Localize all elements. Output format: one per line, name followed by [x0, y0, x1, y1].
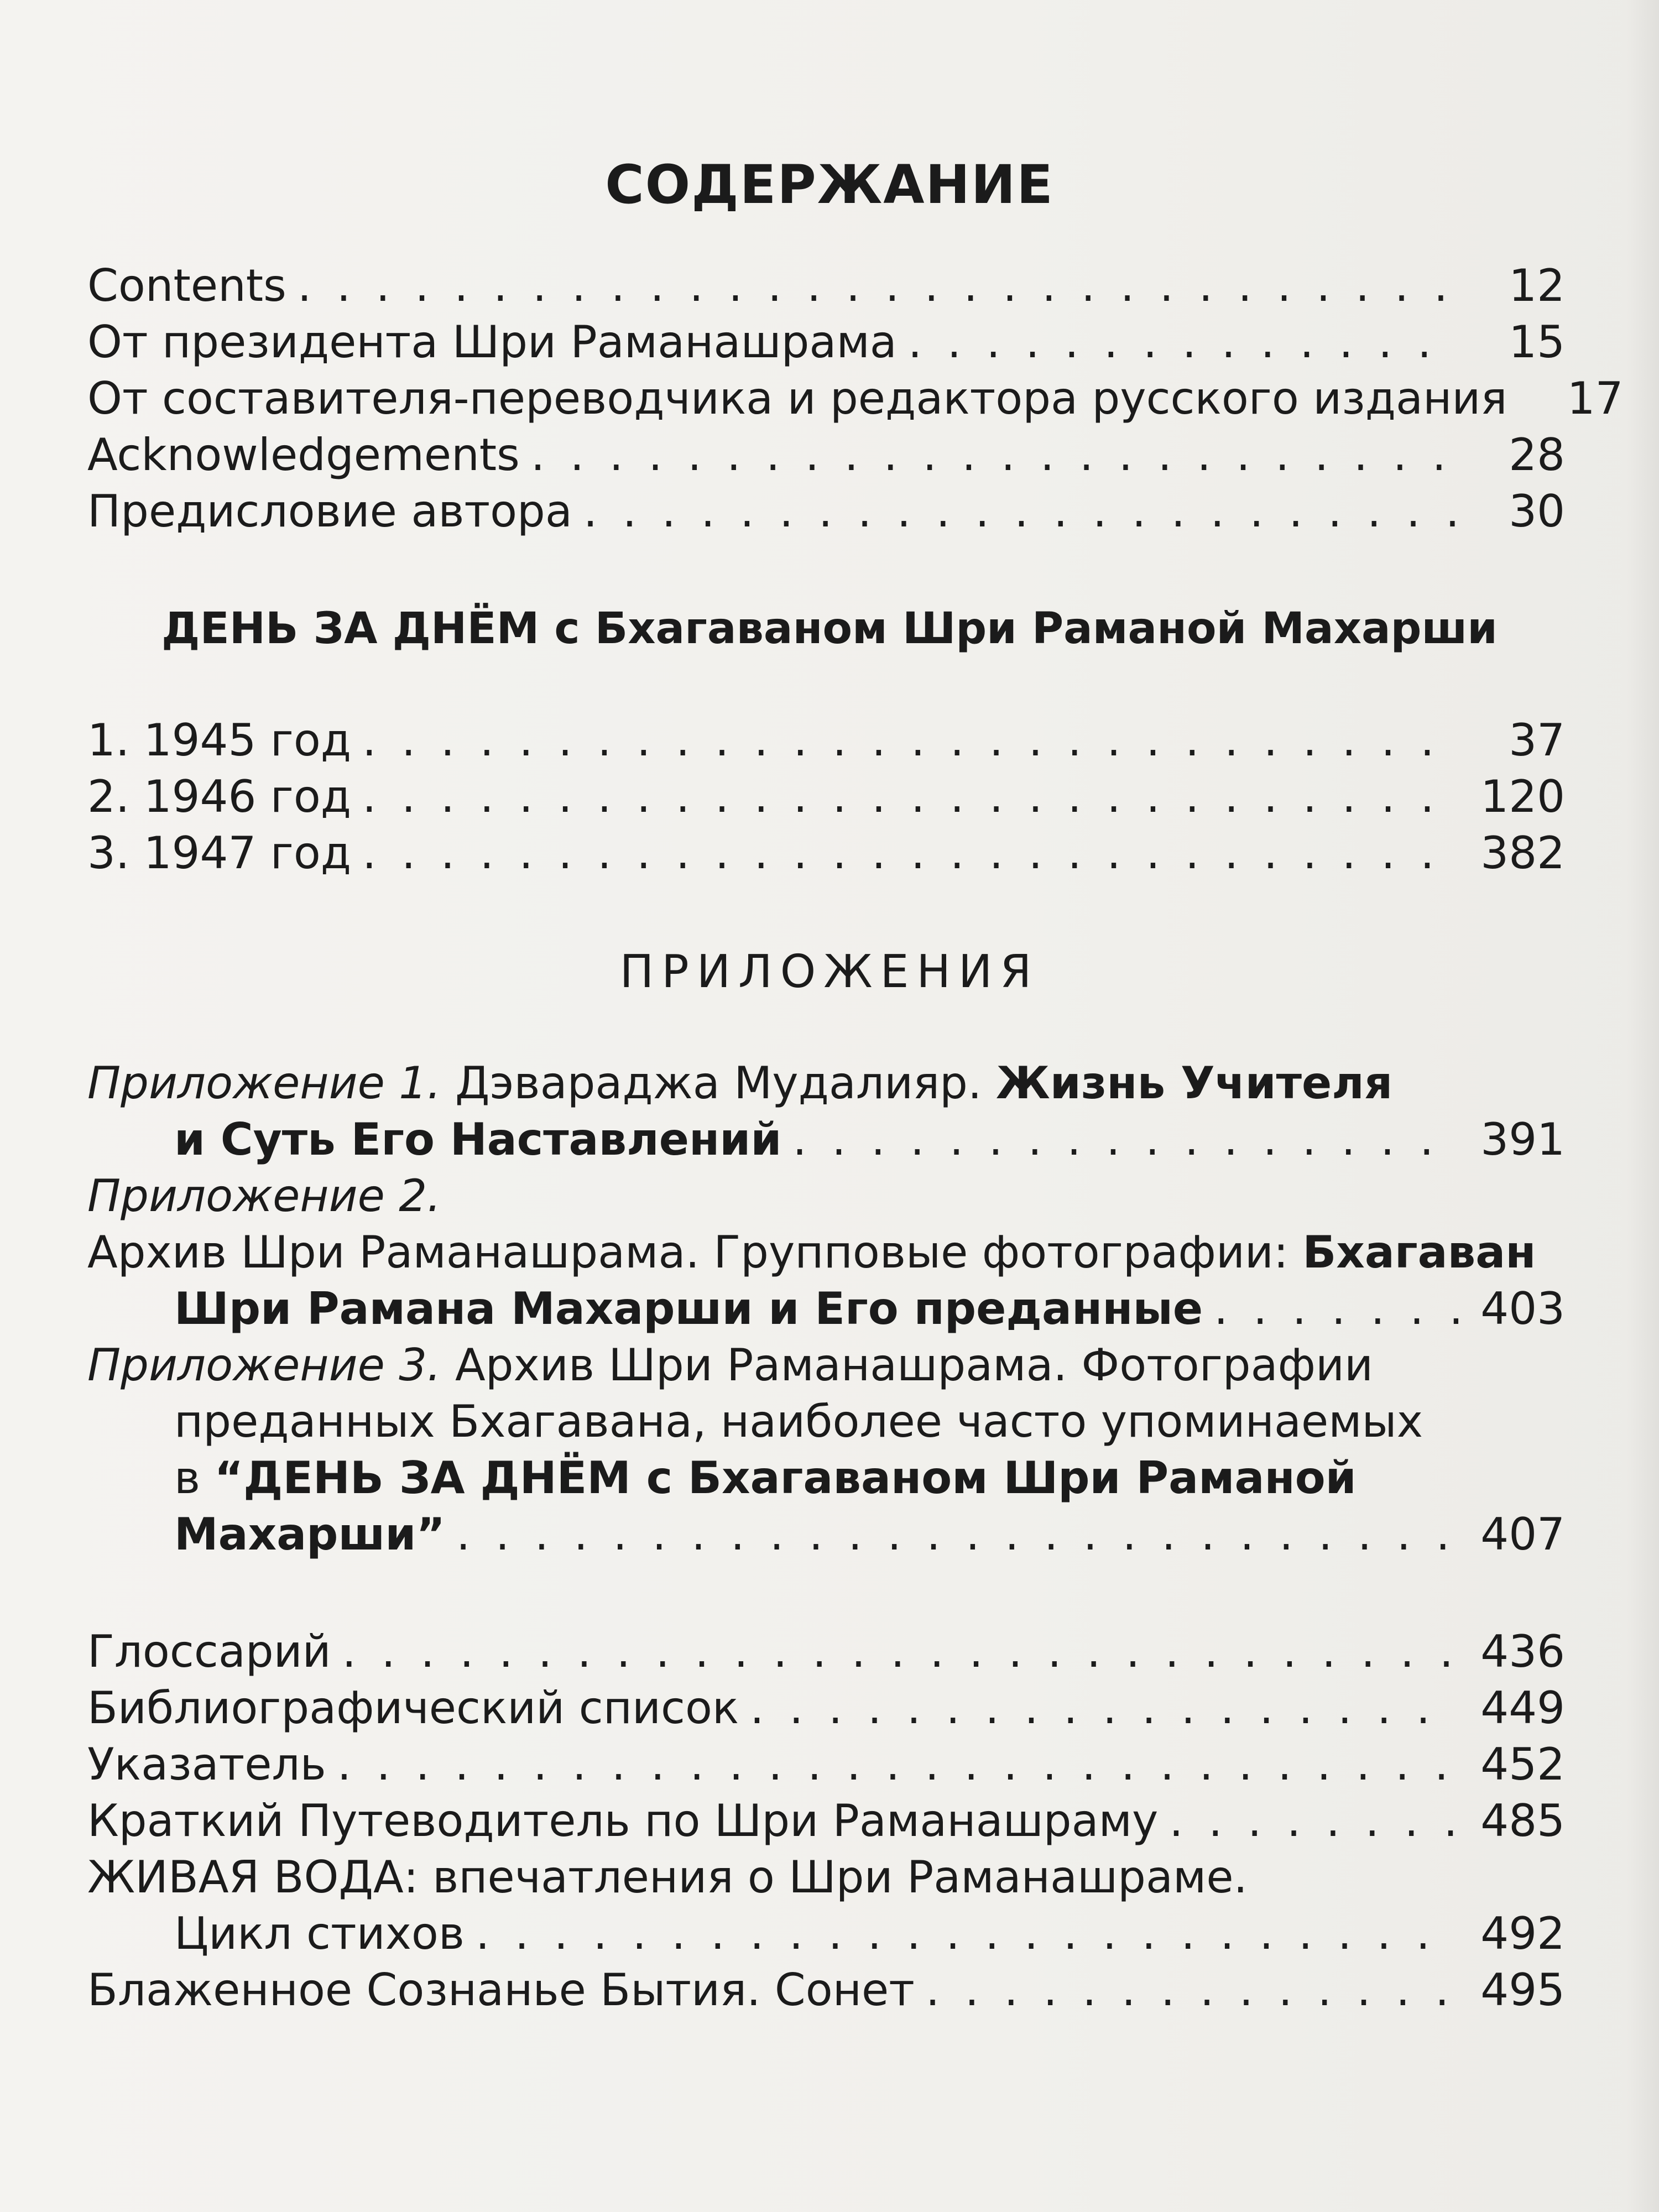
appendix-2-tag-line — [87, 1170, 441, 1222]
living-water-line-1[interactable]: ЖИВАЯ ВОДА: впечатления о Шри Раманашраме. — [87, 1851, 1248, 1903]
appendix-2-line-1[interactable] — [87, 1227, 1536, 1278]
page-number: 28 — [1509, 429, 1565, 481]
dot-leader — [531, 429, 1460, 481]
entry-label: Глоссарий — [87, 1626, 331, 1677]
dot-leader — [362, 771, 1460, 822]
page-edge-shadow — [1626, 0, 1659, 2212]
dot-leader — [342, 1626, 1460, 1677]
appendix-description: Архив Шри Раманашрама. Групповые фотографии: — [87, 1227, 1303, 1278]
page-title: СОДЕРЖАНИЕ — [605, 154, 1054, 216]
page-number: 391 — [1480, 1114, 1565, 1165]
entry-label: От составителя-переводчика и редактора русского издания — [87, 373, 1507, 424]
main-section-title: ДЕНЬ ЗА ДНЁМ с Бхагаваном Шри Раманой Махарши — [161, 604, 1498, 654]
toc-entry-living-water[interactable] — [174, 1908, 1565, 1969]
toc-entry-guide[interactable] — [87, 1795, 1565, 1856]
appendix-title-continued: и Суть Его Наставлений — [174, 1114, 782, 1165]
appendix-3-line-1[interactable] — [87, 1339, 1373, 1391]
appendix-title: “ДЕНЬ ЗА ДНЁМ с Бхагаваном Шри Раманой — [214, 1452, 1357, 1504]
page-number: 452 — [1480, 1739, 1565, 1790]
appendix-description: Архив Шри Раманашрама. Фотографии — [441, 1339, 1373, 1391]
appendices-heading: ПРИЛОЖЕНИЯ — [619, 946, 1040, 998]
toc-entry-president[interactable] — [87, 316, 1565, 377]
entry-label: Указатель — [87, 1739, 326, 1790]
page-number: 30 — [1509, 486, 1565, 537]
page-number: 382 — [1480, 827, 1565, 879]
appendix-prefix: в — [174, 1452, 215, 1504]
appendix-3-line-2: преданных Бхагавана, наиболее часто упоминаемых — [174, 1396, 1423, 1447]
dot-leader — [362, 714, 1460, 766]
page-number: 403 — [1480, 1283, 1565, 1334]
toc-entry-1945[interactable] — [87, 714, 1565, 775]
entry-label: 2. 1946 год — [87, 771, 352, 822]
dot-leader — [792, 1114, 1460, 1165]
page-number: 17 — [1567, 373, 1624, 424]
toc-entry-1946[interactable] — [87, 771, 1565, 832]
dot-leader — [926, 1964, 1460, 2016]
toc-entry-preface[interactable] — [87, 486, 1565, 546]
entry-label: Библиографический список — [87, 1682, 739, 1734]
toc-entry-acknowledgements[interactable] — [87, 429, 1565, 490]
entry-label: Contents — [87, 260, 286, 311]
toc-entry-sonnet[interactable] — [87, 1964, 1565, 2025]
entry-label: Цикл стихов — [174, 1908, 465, 1959]
toc-entry-translator[interactable] — [87, 373, 1624, 434]
page-number: 436 — [1480, 1626, 1565, 1677]
toc-entry-appendix-1[interactable] — [174, 1114, 1565, 1175]
entry-label: Acknowledgements — [87, 429, 520, 481]
page-number: 407 — [1480, 1509, 1565, 1560]
toc-entry-1947[interactable] — [87, 827, 1565, 888]
toc-entry-appendix-3[interactable] — [174, 1509, 1565, 1569]
toc-entry-glossary[interactable] — [87, 1626, 1565, 1687]
entry-label: Предисловие автора — [87, 486, 572, 537]
entry-label: Краткий Путеводитель по Шри Раманашраму — [87, 1795, 1159, 1846]
dot-leader — [750, 1682, 1460, 1734]
page-number: 449 — [1480, 1682, 1565, 1734]
page-number: 492 — [1480, 1908, 1565, 1959]
page-number: 37 — [1509, 714, 1565, 766]
dot-leader — [908, 316, 1460, 368]
appendix-title-continued: Махарши” — [174, 1509, 446, 1560]
dot-leader — [456, 1509, 1460, 1560]
dot-leader — [1214, 1283, 1460, 1334]
page-number: 485 — [1480, 1795, 1565, 1846]
appendix-tag: Приложение 1. — [87, 1057, 441, 1109]
entry-label: 3. 1947 год — [87, 827, 352, 879]
entry-label: Блаженное Сознанье Бытия. Сонет — [87, 1964, 915, 2016]
toc-entry-contents[interactable] — [87, 260, 1565, 321]
page-number: 15 — [1509, 316, 1565, 368]
dot-leader — [583, 486, 1460, 537]
appendix-title-continued: Шри Рамана Махарши и Его преданные — [174, 1283, 1203, 1334]
entry-label: От президента Шри Раманашрама — [87, 316, 897, 368]
dot-leader — [1169, 1795, 1460, 1846]
appendix-3-line-3 — [174, 1452, 1357, 1504]
toc-entry-index[interactable] — [87, 1739, 1565, 1799]
toc-entry-appendix-2[interactable] — [174, 1283, 1565, 1344]
dot-leader — [337, 1739, 1460, 1790]
appendix-tag: Приложение 3. — [87, 1339, 441, 1391]
page-number: 495 — [1480, 1964, 1565, 2016]
appendix-1-line-1[interactable] — [87, 1057, 1392, 1109]
dot-leader — [298, 260, 1460, 311]
page-number: 12 — [1509, 260, 1565, 311]
page-number: 120 — [1480, 771, 1565, 822]
appendix-author: Дэвараджа Мудалияр. — [441, 1057, 996, 1109]
dot-leader — [362, 827, 1460, 879]
dot-leader — [476, 1908, 1460, 1959]
appendix-title: Жизнь Учителя — [995, 1057, 1393, 1109]
appendix-tag: Приложение 2. — [87, 1170, 441, 1222]
entry-label: 1. 1945 год — [87, 714, 352, 766]
appendix-title: Бхагаван — [1302, 1227, 1536, 1278]
toc-entry-bibliography[interactable] — [87, 1682, 1565, 1743]
